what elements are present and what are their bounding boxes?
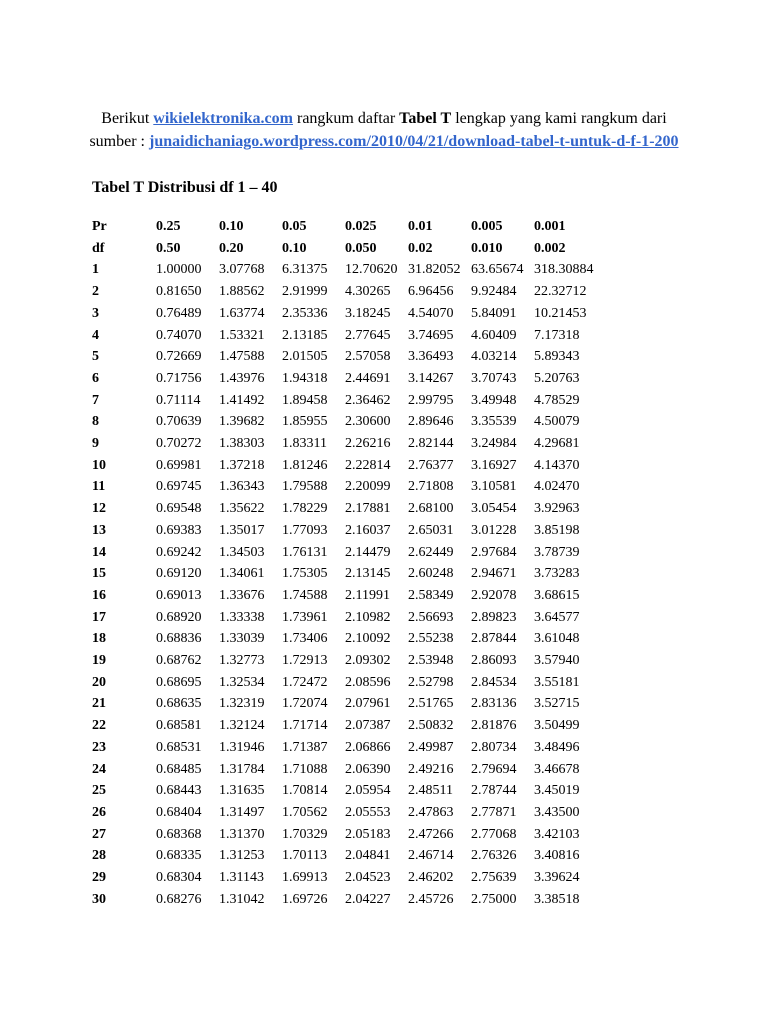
table-cell: 2.13185 xyxy=(282,327,328,343)
source-link[interactable]: junaidichaniago.wordpress.com/2010/04/21/download-tabel-t-untuk-d-f-1-200 xyxy=(149,133,679,150)
table-cell: 2.60248 xyxy=(408,566,454,582)
intro-paragraph xyxy=(80,107,688,153)
df-cell: 19 xyxy=(92,653,106,669)
table-cell: 2.13145 xyxy=(345,566,391,582)
table-cell: 1.69726 xyxy=(282,891,328,907)
table-cell: 3.46678 xyxy=(534,761,580,777)
table-cell: 2.22814 xyxy=(345,457,391,473)
table-cell: 1.94318 xyxy=(282,370,328,386)
table-row xyxy=(88,281,600,303)
df-cell: 28 xyxy=(92,848,106,864)
table-cell: 2.09302 xyxy=(345,653,391,669)
table-cell: 5.84091 xyxy=(471,305,517,321)
table-cell: 1.69913 xyxy=(282,870,328,886)
table-row xyxy=(88,650,600,672)
table-cell: 2.55238 xyxy=(408,631,454,647)
table-cell: 1.70113 xyxy=(282,848,327,864)
df-cell: 11 xyxy=(92,479,106,495)
table-cell: 2.71808 xyxy=(408,479,454,495)
table-cell: 3.73283 xyxy=(534,566,580,582)
table-row xyxy=(88,346,600,368)
table-cell: 318.30884 xyxy=(534,262,594,278)
table-cell: 2.75000 xyxy=(471,891,517,907)
table-cell: 1.31946 xyxy=(219,739,265,755)
table-cell: 1.31253 xyxy=(219,848,265,864)
table-cell: 6.96456 xyxy=(408,284,454,300)
df-cell: 17 xyxy=(92,609,106,625)
table-row xyxy=(88,607,600,629)
table-cell: 4.30265 xyxy=(345,284,391,300)
table-cell: 3.40816 xyxy=(534,848,580,864)
table-cell: 2.05553 xyxy=(345,804,391,820)
table-cell: 2.52798 xyxy=(408,674,454,690)
table-cell: 4.78529 xyxy=(534,392,580,408)
table-cell: 1.77093 xyxy=(282,522,328,538)
table-cell: 1.32319 xyxy=(219,696,265,712)
table-cell: 10.21453 xyxy=(534,305,587,321)
header-value-cell: 0.025 xyxy=(345,219,377,234)
table-cell: 4.02470 xyxy=(534,479,580,495)
table-cell: 2.58349 xyxy=(408,587,454,603)
table-cell: 0.72669 xyxy=(156,349,202,365)
table-cell: 0.68404 xyxy=(156,804,202,820)
table-cell: 2.92078 xyxy=(471,587,517,603)
header-value-cell: 0.005 xyxy=(471,219,503,234)
table-cell: 1.31635 xyxy=(219,783,265,799)
table-cell: 4.60409 xyxy=(471,327,517,343)
table-cell: 1.36343 xyxy=(219,479,265,495)
table-cell: 1.72074 xyxy=(282,696,328,712)
table-cell: 0.69013 xyxy=(156,587,202,603)
table-cell: 2.46202 xyxy=(408,870,454,886)
table-cell: 2.05183 xyxy=(345,826,391,842)
table-cell: 3.74695 xyxy=(408,327,454,343)
table-row xyxy=(88,737,600,759)
table-row xyxy=(88,498,600,520)
table-cell: 0.69981 xyxy=(156,457,202,473)
df-cell: 14 xyxy=(92,544,106,560)
table-cell: 1.85955 xyxy=(282,414,328,430)
table-cell: 1.34503 xyxy=(219,544,265,560)
table-cell: 0.68443 xyxy=(156,783,202,799)
table-cell: 3.07768 xyxy=(219,262,265,278)
table-cell: 5.20763 xyxy=(534,370,580,386)
table-cell: 2.68100 xyxy=(408,501,454,517)
table-cell: 2.65031 xyxy=(408,522,454,538)
df-cell: 1 xyxy=(92,262,99,278)
header-label-cell: Pr xyxy=(92,219,107,234)
table-cell: 1.83311 xyxy=(282,436,327,452)
table-cell: 3.61048 xyxy=(534,631,580,647)
table-cell: 2.81876 xyxy=(471,718,517,734)
table-cell: 3.18245 xyxy=(345,305,391,321)
table-cell: 2.45726 xyxy=(408,891,454,907)
table-cell: 0.68920 xyxy=(156,609,202,625)
table-row xyxy=(88,259,600,281)
df-cell: 13 xyxy=(92,522,106,538)
table-cell: 3.39624 xyxy=(534,870,580,886)
header-row xyxy=(88,238,600,260)
table-cell: 31.82052 xyxy=(408,262,461,278)
table-cell: 3.70743 xyxy=(471,370,517,386)
table-cell: 1.35622 xyxy=(219,501,265,517)
table-cell: 1.32124 xyxy=(219,718,265,734)
table-cell: 4.14370 xyxy=(534,457,580,473)
df-cell: 24 xyxy=(92,761,106,777)
table-cell: 1.31497 xyxy=(219,804,265,820)
table-cell: 2.10982 xyxy=(345,609,391,625)
header-value-cell: 0.20 xyxy=(219,240,244,256)
table-row xyxy=(88,390,600,412)
site-link[interactable]: wikielektronika.com xyxy=(153,110,293,127)
table-cell: 2.49216 xyxy=(408,761,454,777)
df-cell: 25 xyxy=(92,783,106,799)
table-cell: 0.68762 xyxy=(156,653,202,669)
table-cell: 2.20099 xyxy=(345,479,391,495)
table-cell: 3.01228 xyxy=(471,522,517,538)
table-row xyxy=(88,628,600,650)
table-cell: 2.16037 xyxy=(345,522,391,538)
table-cell: 2.89646 xyxy=(408,414,454,430)
table-cell: 4.03214 xyxy=(471,349,517,365)
header-value-cell: 0.10 xyxy=(219,219,244,234)
table-cell: 0.68581 xyxy=(156,718,202,734)
header-value-cell: 0.10 xyxy=(282,240,307,256)
table-row xyxy=(88,563,600,585)
table-cell: 9.92484 xyxy=(471,284,517,300)
table-cell: 12.70620 xyxy=(345,262,398,278)
table-cell: 1.38303 xyxy=(219,436,265,452)
table-cell: 1.31042 xyxy=(219,891,265,907)
df-cell: 22 xyxy=(92,718,106,734)
table-cell: 2.36462 xyxy=(345,392,391,408)
table-cell: 1.78229 xyxy=(282,501,328,517)
table-cell: 4.54070 xyxy=(408,305,454,321)
table-row xyxy=(88,520,600,542)
table-cell: 6.31375 xyxy=(282,262,328,278)
table-cell: 1.74588 xyxy=(282,587,328,603)
table-cell: 1.53321 xyxy=(219,327,265,343)
table-cell: 1.31143 xyxy=(219,870,264,886)
table-cell: 2.79694 xyxy=(471,761,517,777)
table-cell: 3.85198 xyxy=(534,522,580,538)
table-cell: 2.78744 xyxy=(471,783,517,799)
table-heading: Tabel T Distribusi df 1 – 40 xyxy=(92,179,278,196)
table-cell: 2.77068 xyxy=(471,826,517,842)
header-value-cell: 0.05 xyxy=(282,219,307,234)
header-value-cell: 0.001 xyxy=(534,219,566,234)
table-row xyxy=(88,411,600,433)
df-cell: 4 xyxy=(92,327,99,343)
header-value-cell: 0.02 xyxy=(408,240,433,256)
table-row xyxy=(88,303,600,325)
table-cell: 3.43500 xyxy=(534,804,580,820)
table-cell: 2.53948 xyxy=(408,653,454,669)
table-row xyxy=(88,780,600,802)
table-cell: 2.06866 xyxy=(345,739,391,755)
table-cell: 1.72472 xyxy=(282,674,328,690)
table-cell: 2.48511 xyxy=(408,783,453,799)
table-cell: 2.91999 xyxy=(282,284,328,300)
table-cell: 3.05454 xyxy=(471,501,517,517)
table-cell: 3.42103 xyxy=(534,826,580,842)
header-label-cell: df xyxy=(92,240,105,256)
df-cell: 12 xyxy=(92,501,106,517)
t-distribution-table xyxy=(88,216,600,911)
df-cell: 21 xyxy=(92,696,106,712)
table-cell: 1.32534 xyxy=(219,674,265,690)
table-cell: 3.55181 xyxy=(534,674,580,690)
table-cell: 0.68485 xyxy=(156,761,202,777)
header-row xyxy=(88,216,600,238)
table-cell: 2.04523 xyxy=(345,870,391,886)
header-value-cell: 0.25 xyxy=(156,219,181,234)
table-cell: 1.88562 xyxy=(219,284,265,300)
intro-middle-text-2: lengkap yang kami rangkum dari sumber : xyxy=(89,110,667,150)
table-cell: 0.68531 xyxy=(156,739,202,755)
table-cell: 4.29681 xyxy=(534,436,580,452)
table-cell: 2.84534 xyxy=(471,674,517,690)
table-cell: 3.24984 xyxy=(471,436,517,452)
table-cell: 2.47266 xyxy=(408,826,454,842)
table-cell: 0.71756 xyxy=(156,370,202,386)
table-row xyxy=(88,585,600,607)
table-cell: 1.37218 xyxy=(219,457,265,473)
table-cell: 1.43976 xyxy=(219,370,265,386)
table-cell: 1.33676 xyxy=(219,587,265,603)
table-cell: 2.87844 xyxy=(471,631,517,647)
table-cell: 2.76326 xyxy=(471,848,517,864)
df-cell: 20 xyxy=(92,674,106,690)
table-cell: 2.06390 xyxy=(345,761,391,777)
table-row xyxy=(88,672,600,694)
table-cell: 0.68335 xyxy=(156,848,202,864)
table-cell: 3.64577 xyxy=(534,609,580,625)
header-value-cell: 0.050 xyxy=(345,240,377,256)
table-cell: 1.39682 xyxy=(219,414,265,430)
table-cell: 7.17318 xyxy=(534,327,580,343)
table-cell: 2.04227 xyxy=(345,891,391,907)
table-cell: 2.14479 xyxy=(345,544,391,560)
table-cell: 1.63774 xyxy=(219,305,265,321)
table-cell: 0.68368 xyxy=(156,826,202,842)
table-row xyxy=(88,433,600,455)
header-value-cell: 0.010 xyxy=(471,240,503,256)
table-cell: 3.52715 xyxy=(534,696,580,712)
table-cell: 1.70814 xyxy=(282,783,328,799)
table-cell: 3.57940 xyxy=(534,653,580,669)
table-cell: 1.81246 xyxy=(282,457,328,473)
df-cell: 29 xyxy=(92,870,106,886)
table-cell: 3.78739 xyxy=(534,544,580,560)
table-cell: 1.89458 xyxy=(282,392,328,408)
table-row xyxy=(88,867,600,889)
table-cell: 1.47588 xyxy=(219,349,265,365)
table-cell: 0.70639 xyxy=(156,414,202,430)
table-cell: 2.82144 xyxy=(408,436,454,452)
table-cell: 2.76377 xyxy=(408,457,454,473)
table-cell: 1.71714 xyxy=(282,718,328,734)
table-body xyxy=(88,216,600,911)
table-cell: 2.51765 xyxy=(408,696,454,712)
table-row xyxy=(88,715,600,737)
intro-bold-term: Tabel T xyxy=(399,110,452,127)
table-cell: 2.47863 xyxy=(408,804,454,820)
table-cell: 3.92963 xyxy=(534,501,580,517)
df-cell: 8 xyxy=(92,414,99,430)
table-cell: 2.49987 xyxy=(408,739,454,755)
df-cell: 7 xyxy=(92,392,99,408)
table-row xyxy=(88,476,600,498)
table-row xyxy=(88,325,600,347)
table-cell: 1.32773 xyxy=(219,653,265,669)
table-cell: 0.70272 xyxy=(156,436,202,452)
table-cell: 0.74070 xyxy=(156,327,202,343)
table-cell: 1.00000 xyxy=(156,262,202,278)
table-cell: 2.08596 xyxy=(345,674,391,690)
table-row xyxy=(88,368,600,390)
table-cell: 0.71114 xyxy=(156,392,201,408)
table-cell: 2.62449 xyxy=(408,544,454,560)
table-cell: 0.68635 xyxy=(156,696,202,712)
table-cell: 2.04841 xyxy=(345,848,391,864)
table-cell: 2.07387 xyxy=(345,718,391,734)
table-cell: 2.07961 xyxy=(345,696,391,712)
table-cell: 3.16927 xyxy=(471,457,517,473)
table-cell: 5.89343 xyxy=(534,349,580,365)
table-cell: 2.77645 xyxy=(345,327,391,343)
table-cell: 1.70562 xyxy=(282,804,328,820)
table-cell: 1.31784 xyxy=(219,761,265,777)
table-cell: 1.75305 xyxy=(282,566,328,582)
table-row xyxy=(88,802,600,824)
table-cell: 2.01505 xyxy=(282,349,328,365)
table-cell: 3.38518 xyxy=(534,891,580,907)
intro-middle-text: rangkum daftar xyxy=(292,110,400,127)
table-cell: 22.32712 xyxy=(534,284,587,300)
table-cell: 1.70329 xyxy=(282,826,328,842)
intro-prefix: Berikut xyxy=(101,110,154,127)
table-cell: 0.68276 xyxy=(156,891,202,907)
table-cell: 0.69242 xyxy=(156,544,202,560)
table-row xyxy=(88,845,600,867)
table-cell: 2.30600 xyxy=(345,414,391,430)
table-cell: 3.45019 xyxy=(534,783,580,799)
table-cell: 1.72913 xyxy=(282,653,328,669)
table-cell: 4.50079 xyxy=(534,414,580,430)
df-cell: 10 xyxy=(92,457,106,473)
table-cell: 0.69745 xyxy=(156,479,202,495)
table-row xyxy=(88,455,600,477)
table-cell: 3.14267 xyxy=(408,370,454,386)
table-cell: 2.17881 xyxy=(345,501,391,517)
table-cell: 2.89823 xyxy=(471,609,517,625)
header-value-cell: 0.002 xyxy=(534,240,566,256)
table-cell: 2.35336 xyxy=(282,305,328,321)
table-cell: 2.26216 xyxy=(345,436,391,452)
df-cell: 16 xyxy=(92,587,106,603)
table-cell: 3.35539 xyxy=(471,414,517,430)
df-cell: 6 xyxy=(92,370,99,386)
table-cell: 2.50832 xyxy=(408,718,454,734)
df-cell: 3 xyxy=(92,305,99,321)
table-cell: 1.76131 xyxy=(282,544,328,560)
df-cell: 9 xyxy=(92,436,99,452)
table-cell: 2.75639 xyxy=(471,870,517,886)
table-cell: 0.68836 xyxy=(156,631,202,647)
table-row xyxy=(88,693,600,715)
table-cell: 2.94671 xyxy=(471,566,517,582)
table-cell: 2.86093 xyxy=(471,653,517,669)
header-value-cell: 0.50 xyxy=(156,240,181,256)
table-cell: 2.77871 xyxy=(471,804,517,820)
df-cell: 15 xyxy=(92,566,106,582)
table-cell: 0.76489 xyxy=(156,305,202,321)
table-cell: 0.68695 xyxy=(156,674,202,690)
table-row xyxy=(88,759,600,781)
table-cell: 0.68304 xyxy=(156,870,202,886)
df-cell: 18 xyxy=(92,631,106,647)
table-cell: 1.79588 xyxy=(282,479,328,495)
table-cell: 3.36493 xyxy=(408,349,454,365)
table-cell: 2.46714 xyxy=(408,848,454,864)
table-cell: 1.35017 xyxy=(219,522,265,538)
table-cell: 1.31370 xyxy=(219,826,265,842)
table-cell: 2.83136 xyxy=(471,696,517,712)
table-cell: 2.11991 xyxy=(345,587,390,603)
table-cell: 2.99795 xyxy=(408,392,454,408)
table-row xyxy=(88,889,600,911)
table-cell: 3.10581 xyxy=(471,479,517,495)
table-cell: 1.33338 xyxy=(219,609,265,625)
table-cell: 3.50499 xyxy=(534,718,580,734)
table-cell: 3.68615 xyxy=(534,587,580,603)
table-cell: 63.65674 xyxy=(471,262,524,278)
table-cell: 0.81650 xyxy=(156,284,202,300)
df-cell: 27 xyxy=(92,826,106,842)
table-cell: 2.57058 xyxy=(345,349,391,365)
table-cell: 1.71387 xyxy=(282,739,328,755)
df-cell: 26 xyxy=(92,804,106,820)
table-cell: 1.34061 xyxy=(219,566,265,582)
table-cell: 2.56693 xyxy=(408,609,454,625)
df-cell: 30 xyxy=(92,891,106,907)
header-value-cell: 0.01 xyxy=(408,219,433,234)
table-cell: 2.80734 xyxy=(471,739,517,755)
table-cell: 0.69383 xyxy=(156,522,202,538)
df-cell: 5 xyxy=(92,349,99,365)
table-cell: 2.44691 xyxy=(345,370,391,386)
table-cell: 1.33039 xyxy=(219,631,265,647)
table-cell: 1.73961 xyxy=(282,609,328,625)
table-cell: 3.48496 xyxy=(534,739,580,755)
table-cell: 0.69548 xyxy=(156,501,202,517)
table-cell: 1.71088 xyxy=(282,761,328,777)
df-cell: 2 xyxy=(92,284,99,300)
table-cell: 0.69120 xyxy=(156,566,202,582)
table-cell: 1.41492 xyxy=(219,392,265,408)
table-row xyxy=(88,824,600,846)
df-cell: 23 xyxy=(92,739,106,755)
table-cell: 2.10092 xyxy=(345,631,391,647)
table-cell: 2.97684 xyxy=(471,544,517,560)
table-row xyxy=(88,542,600,564)
table-cell: 3.49948 xyxy=(471,392,517,408)
table-cell: 1.73406 xyxy=(282,631,328,647)
table-cell: 2.05954 xyxy=(345,783,391,799)
